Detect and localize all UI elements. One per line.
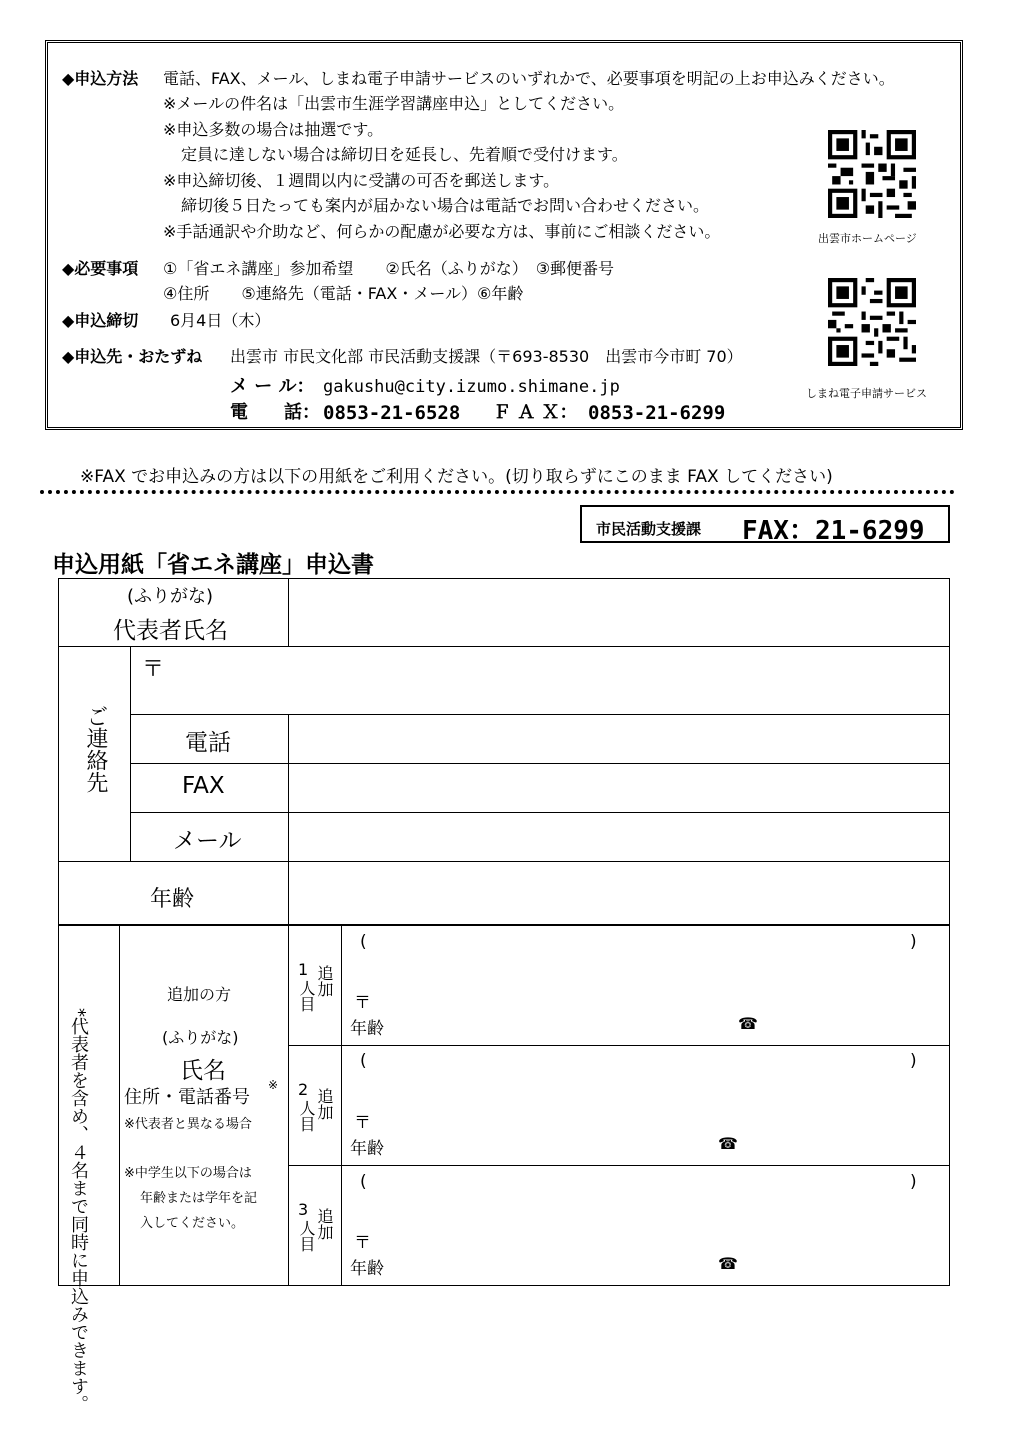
person-label: 人目	[297, 1220, 316, 1252]
person-age-label: 年齢	[350, 1019, 384, 1039]
fax-box-number: FAX：21-6299	[742, 516, 925, 546]
person-number: 1	[298, 960, 309, 979]
person-label: 人目	[297, 1100, 316, 1132]
paren-close: )	[910, 932, 917, 952]
required-line: ①「省エネ講座」参加希望 ②氏名（ふりがな） ③郵便番号	[163, 259, 615, 278]
age-label: 年齢	[150, 887, 195, 912]
method-line: ※申込多数の場合は抽選です。	[163, 120, 384, 139]
phone-icon: ☎	[718, 1134, 738, 1153]
method-line: 定員に達しない場合は締切日を延長し、先着順で受付けます。	[181, 145, 628, 164]
person-label: 人目	[297, 980, 316, 1012]
person2-name-field[interactable]	[370, 1050, 910, 1076]
phone-label: 電話	[185, 730, 231, 756]
mail-field[interactable]	[289, 813, 949, 861]
mail-value: gakushu@city.izumo.shimane.jp	[323, 377, 620, 397]
tel-value: 0853-21-6528	[323, 402, 461, 424]
note-junior-line: 年齢または学年を記	[140, 1191, 258, 1206]
phone-icon: ☎	[718, 1254, 738, 1273]
postal-mark: 〒	[354, 1233, 371, 1253]
fax-notice: ※FAX でお申込みの方は以下の用紙をご利用ください。(切り取らずにこのまま FAX してください)	[80, 467, 833, 487]
tel-label: 電 話：	[230, 402, 320, 423]
note-differs: ※代表者と異なる場合	[124, 1117, 252, 1132]
rep-name-label: 代表者氏名	[113, 618, 228, 644]
fax-label: FAX	[182, 773, 225, 799]
mail-label: メール	[173, 828, 242, 854]
fax-box-dept: 市民活動支援課	[596, 520, 702, 538]
contact-vertical-label: ご連絡先	[83, 705, 108, 793]
method-line: ※メールの件名は「出雲市生涯学習講座申込」としてください。	[163, 94, 625, 113]
paren-open: (	[360, 932, 367, 952]
deadline-label: ◆申込締切	[62, 311, 139, 330]
person-add-label: 追加	[315, 1208, 334, 1240]
paren-close: )	[910, 1172, 917, 1192]
method-line: 締切後５日たっても案内が届かない場合は電話でお問い合わせください。	[181, 196, 710, 215]
person-number: 2	[298, 1080, 309, 1099]
person3-name-field[interactable]	[370, 1170, 910, 1196]
furigana-label: (ふりがな)	[127, 586, 214, 607]
additional-person-label: 追加の方	[167, 985, 232, 1004]
contact-label: ◆申込先・おたずね	[62, 347, 203, 366]
additional-mark: ※	[268, 1078, 279, 1092]
person-number: 3	[298, 1200, 309, 1219]
deadline-value: 6月4日（木）	[170, 311, 271, 330]
person-add-label: 追加	[315, 1088, 334, 1120]
method-label: ◆申込方法	[62, 69, 139, 88]
fax-field[interactable]	[289, 764, 949, 812]
required-label: ◆必要事項	[62, 259, 139, 278]
note-junior-line: ※中学生以下の場合は	[124, 1166, 252, 1181]
form-title: 申込用紙「省エネ講座」申込書	[52, 552, 374, 578]
additional-furigana-label: (ふりがな)	[162, 1028, 239, 1047]
address-field[interactable]	[170, 647, 949, 714]
postal-mark: 〒	[354, 993, 371, 1013]
rep-name-field[interactable]	[289, 579, 949, 646]
side-note: *代表者を含め、４名まで同時に申込みできます。	[68, 1008, 89, 1413]
phone-icon: ☎	[738, 1014, 758, 1033]
qr2-caption: しまね電子申請サービス	[806, 387, 927, 400]
additional-name-label: 氏名	[180, 1058, 226, 1084]
paren-close: )	[910, 1051, 917, 1071]
postal-mark: 〒	[354, 1113, 371, 1133]
note-junior-line: 入してください。	[140, 1216, 245, 1231]
method-line: 電話、FAX、メール、しまね電子申請サービスのいずれかで、必要事項を明記の上お申込みください。	[163, 69, 895, 88]
method-line: ※申込締切後、１週間以内に受講の可否を郵送します。	[163, 171, 560, 190]
person-age-label: 年齢	[350, 1259, 384, 1279]
person1-name-field[interactable]	[370, 930, 910, 956]
fax-label: Ｆ Ａ Ｘ：	[493, 402, 578, 423]
additional-address-label: 住所・電話番号	[124, 1087, 250, 1108]
method-line: ※手話通訳や介助など、何らかの配慮が必要な方は、事前にご相談ください。	[163, 222, 721, 241]
mail-label: メ ー ル：	[230, 376, 315, 397]
paren-open: (	[360, 1051, 367, 1071]
contact-value: 出雲市 市民文化部 市民活動支援課（〒693-8530 出雲市今市町 70）	[230, 347, 743, 366]
fax-value: 0853-21-6299	[588, 402, 726, 424]
qr1-caption: 出雲市ホームページ	[818, 232, 917, 245]
person-age-label: 年齢	[350, 1139, 384, 1159]
phone-field[interactable]	[289, 715, 949, 763]
paren-open: (	[360, 1172, 367, 1192]
age-field[interactable]	[289, 862, 949, 924]
required-line: ④住所 ⑤連絡先（電話・FAX・メール）⑥年齢	[163, 284, 524, 303]
person-add-label: 追加	[315, 965, 334, 997]
postal-mark: 〒	[142, 657, 165, 682]
